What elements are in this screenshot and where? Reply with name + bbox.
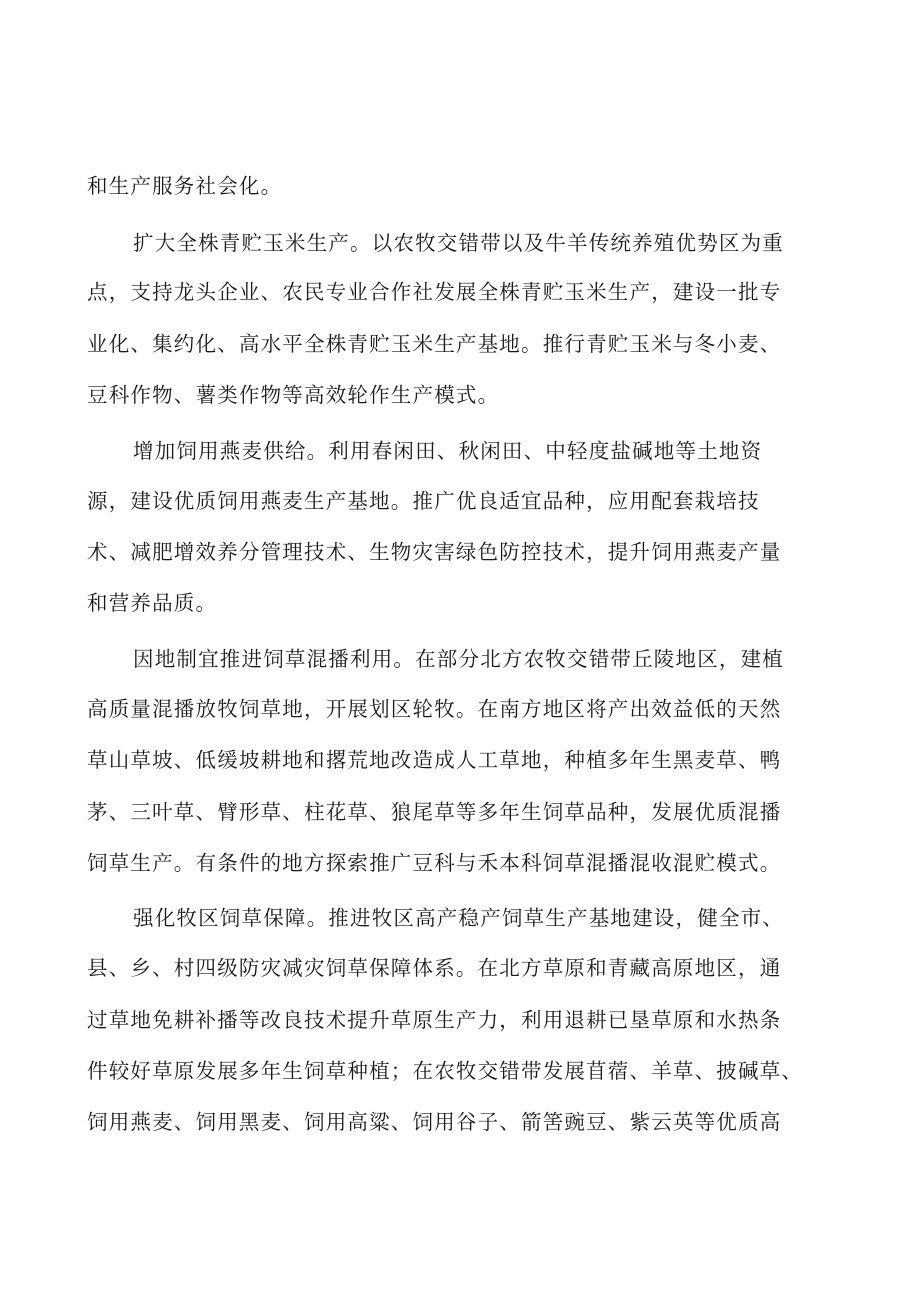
- text-line-2: 扩大全株青贮玉米生产。以农牧交错带以及牛羊传统养殖优势区为重: [133, 231, 784, 255]
- text-line-17: 过草地免耕补播等改良技术提升草原生产力，利用退耕已垦草原和水热条: [87, 1008, 782, 1032]
- text-line-13: 茅、三叶草、臂形草、柱花草、狼尾草等多年生饲草品种，发展优质混播: [87, 800, 782, 824]
- text-line-9: 和营养品质。: [87, 591, 218, 615]
- text-line-12: 草山草坡、低缓坡耕地和撂荒地改造成人工草地，种植多年生黑麦草、鸭: [87, 748, 782, 772]
- text-line-3: 点，支持龙头企业、农民专业合作社发展全株青贮玉米生产，建设一批专: [87, 280, 782, 304]
- text-line-6: 增加饲用燕麦供给。利用春闲田、秋闲田、中轻度盐碱地等土地资: [133, 439, 763, 463]
- text-line-10: 因地制宜推进饲草混播利用。在部分北方农牧交错带丘陵地区，建植: [133, 647, 784, 671]
- text-line-19: 饲用燕麦、饲用黑麦、饲用高粱、饲用谷子、箭筈豌豆、紫云英等优质高: [87, 1110, 782, 1134]
- text-line-7: 源，建设优质饲用燕麦生产基地。推广优良适宜品种，应用配套栽培技: [87, 489, 760, 513]
- text-line-8: 术、减肥增效养分管理技术、生物灾害绿色防控技术，提升饲用燕麦产量: [87, 540, 782, 564]
- text-line-1: 和生产服务社会化。: [87, 174, 283, 198]
- text-line-15: 强化牧区饲草保障。推进牧区高产稳产饲草生产基地建设，健全市、: [133, 906, 784, 930]
- text-line-4: 业化、集约化、高水平全株青贮玉米生产基地。推行青贮玉米与冬小麦、: [87, 332, 782, 356]
- text-line-5: 豆科作物、薯类作物等高效轮作生产模式。: [87, 383, 500, 407]
- text-line-16: 县、乡、村四级防灾减灾饲草保障体系。在北方草原和青藏高原地区，通: [87, 956, 782, 980]
- text-line-14: 饲草生产。有条件的地方探索推广豆科与禾本科饲草混播混收混贮模式。: [87, 851, 782, 875]
- text-line-18: 件较好草原发展多年生饲草种植；在农牧交错带发展苜蓿、羊草、披碱草、: [87, 1059, 804, 1083]
- text-line-11: 高质量混播放牧饲草地，开展划区轮牧。在南方地区将产出效益低的天然: [87, 697, 782, 721]
